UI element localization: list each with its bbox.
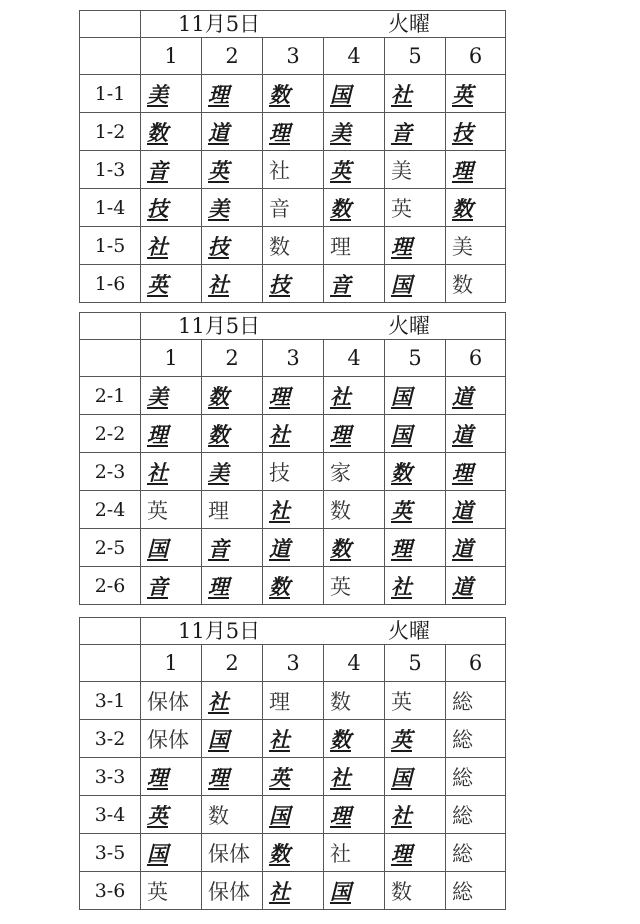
subject-cell — [446, 834, 506, 872]
subject-text: 数 — [269, 840, 290, 866]
subject-text: 社 — [391, 802, 412, 828]
class-label: 1-2 — [80, 113, 141, 151]
subject-cell-changed — [202, 415, 263, 453]
class-row — [80, 796, 506, 834]
subject-text: 英 — [391, 497, 412, 523]
date-label: 11月5日 — [178, 314, 261, 338]
subject-cell-changed — [263, 720, 324, 758]
period-header: 1 — [141, 340, 202, 377]
subject-cell-changed — [141, 189, 202, 227]
subject-text: 英 — [330, 574, 351, 599]
subject-cell-changed — [446, 151, 506, 189]
subject-text: 社 — [208, 688, 229, 714]
timetable-grade-2 — [79, 312, 506, 605]
period-header: 3 — [263, 38, 324, 75]
subject-cell-changed — [141, 75, 202, 113]
subject-cell-changed — [263, 796, 324, 834]
subject-cell-changed — [385, 529, 446, 567]
subject-cell-changed — [141, 227, 202, 265]
subject-cell — [263, 189, 324, 227]
subject-text: 道 — [452, 573, 473, 599]
subject-cell-changed — [324, 720, 385, 758]
subject-text: 英 — [147, 498, 168, 523]
class-row — [80, 529, 506, 567]
table-title — [141, 618, 506, 645]
subject-text: 総 — [452, 689, 473, 714]
subject-text: 社 — [269, 726, 290, 752]
subject-text: 国 — [147, 840, 168, 866]
subject-text: 美 — [452, 234, 473, 259]
subject-text: 国 — [391, 271, 412, 297]
subject-cell-changed — [324, 75, 385, 113]
class-row — [80, 491, 506, 529]
period-header: 5 — [385, 38, 446, 75]
class-row — [80, 415, 506, 453]
class-row — [80, 453, 506, 491]
subject-cell — [324, 453, 385, 491]
subject-cell-changed — [202, 720, 263, 758]
subject-text: 音 — [330, 271, 351, 297]
subject-text: 社 — [147, 233, 168, 259]
period-header: 2 — [202, 38, 263, 75]
subject-cell — [263, 682, 324, 720]
subject-text: 社 — [330, 841, 351, 866]
date-label: 11月5日 — [178, 619, 261, 643]
subject-cell-changed — [446, 453, 506, 491]
subject-text: 技 — [269, 271, 290, 297]
subject-text: 保体 — [208, 841, 250, 866]
subject-cell-changed — [141, 796, 202, 834]
subject-text: 音 — [147, 157, 168, 183]
class-label: 3-4 — [80, 796, 141, 834]
subject-cell — [446, 265, 506, 303]
subject-cell-changed — [202, 227, 263, 265]
subject-cell-changed — [141, 834, 202, 872]
period-header: 1 — [141, 38, 202, 75]
subject-text: 理 — [208, 764, 229, 790]
period-header: 2 — [202, 645, 263, 682]
subject-text: 数 — [208, 421, 229, 447]
class-label: 1-1 — [80, 75, 141, 113]
subject-text: 数 — [330, 195, 351, 221]
period-header: 4 — [324, 645, 385, 682]
subject-text: 社 — [330, 383, 351, 409]
subject-text: 数 — [269, 573, 290, 599]
weekday-label: 火曜 — [388, 619, 430, 643]
subject-cell-changed — [385, 377, 446, 415]
table-title — [141, 11, 506, 38]
subject-text: 社 — [269, 158, 290, 183]
subject-text: 社 — [269, 421, 290, 447]
subject-cell — [324, 834, 385, 872]
class-row — [80, 720, 506, 758]
subject-cell-changed — [446, 415, 506, 453]
subject-cell-changed — [202, 758, 263, 796]
subject-cell — [141, 491, 202, 529]
subject-text: 国 — [330, 81, 351, 107]
subject-text: 国 — [391, 764, 412, 790]
subject-text: 国 — [391, 383, 412, 409]
period-header: 4 — [324, 38, 385, 75]
period-header: 1 — [141, 645, 202, 682]
subject-cell-changed — [446, 529, 506, 567]
subject-cell-changed — [324, 189, 385, 227]
subject-cell — [141, 872, 202, 910]
subject-cell-changed — [141, 265, 202, 303]
subject-text: 美 — [208, 195, 229, 221]
subject-text: 英 — [452, 81, 473, 107]
timetable-grade-1 — [79, 10, 506, 303]
subject-text: 数 — [269, 81, 290, 107]
subject-text: 技 — [208, 233, 229, 259]
subject-text: 理 — [391, 840, 412, 866]
subject-cell — [385, 151, 446, 189]
subject-cell — [446, 872, 506, 910]
subject-cell-changed — [202, 265, 263, 303]
subject-text: 家 — [330, 460, 351, 485]
subject-cell-changed — [202, 151, 263, 189]
subject-text: 理 — [269, 383, 290, 409]
subject-text: 数 — [330, 689, 351, 714]
period-header: 6 — [446, 38, 506, 75]
subject-text: 理 — [452, 459, 473, 485]
subject-cell-changed — [141, 151, 202, 189]
subject-cell-changed — [263, 265, 324, 303]
subject-cell-changed — [385, 265, 446, 303]
subject-cell-changed — [263, 758, 324, 796]
subject-cell-changed — [446, 189, 506, 227]
class-row — [80, 113, 506, 151]
class-row — [80, 834, 506, 872]
subject-cell-changed — [141, 529, 202, 567]
subject-text: 音 — [269, 196, 290, 221]
subject-cell — [324, 227, 385, 265]
class-label: 2-3 — [80, 453, 141, 491]
class-label: 1-6 — [80, 265, 141, 303]
timetable-grade-3 — [79, 617, 506, 910]
subject-text: 道 — [208, 119, 229, 145]
subject-text: 理 — [330, 421, 351, 447]
subject-text: 技 — [269, 460, 290, 485]
subject-cell — [263, 453, 324, 491]
corner-cell — [80, 645, 141, 682]
subject-text: 理 — [452, 157, 473, 183]
subject-cell-changed — [324, 415, 385, 453]
subject-text: 理 — [391, 233, 412, 259]
subject-text: 国 — [208, 726, 229, 752]
subject-text: 社 — [391, 81, 412, 107]
subject-text: 社 — [208, 271, 229, 297]
period-header: 3 — [263, 645, 324, 682]
subject-text: 総 — [452, 803, 473, 828]
subject-cell-changed — [263, 377, 324, 415]
subject-cell-changed — [385, 834, 446, 872]
subject-text: 総 — [452, 727, 473, 752]
class-label: 3-2 — [80, 720, 141, 758]
subject-cell-changed — [202, 113, 263, 151]
class-row — [80, 75, 506, 113]
subject-text: 技 — [147, 195, 168, 221]
subject-text: 音 — [208, 535, 229, 561]
class-label: 3-3 — [80, 758, 141, 796]
subject-text: 英 — [147, 271, 168, 297]
subject-cell — [385, 682, 446, 720]
subject-text: 道 — [452, 383, 473, 409]
date-label: 11月5日 — [178, 12, 261, 36]
subject-cell-changed — [141, 758, 202, 796]
subject-cell-changed — [263, 529, 324, 567]
subject-cell-changed — [202, 377, 263, 415]
subject-cell — [324, 682, 385, 720]
period-header: 5 — [385, 340, 446, 377]
subject-cell-changed — [385, 567, 446, 605]
subject-cell-changed — [324, 796, 385, 834]
class-row — [80, 265, 506, 303]
subject-text: 美 — [330, 119, 351, 145]
subject-text: 英 — [147, 802, 168, 828]
class-row — [80, 227, 506, 265]
subject-cell-changed — [263, 113, 324, 151]
subject-text: 国 — [391, 421, 412, 447]
weekday-label: 火曜 — [388, 314, 430, 338]
subject-cell-changed — [324, 151, 385, 189]
class-label: 2-1 — [80, 377, 141, 415]
subject-cell-changed — [202, 453, 263, 491]
class-label: 1-5 — [80, 227, 141, 265]
subject-cell-changed — [263, 834, 324, 872]
subject-text: 数 — [330, 535, 351, 561]
class-row — [80, 377, 506, 415]
subject-cell-changed — [324, 377, 385, 415]
subject-cell — [141, 682, 202, 720]
subject-cell-changed — [385, 113, 446, 151]
subject-text: 理 — [391, 535, 412, 561]
subject-text: 美 — [147, 81, 168, 107]
subject-cell — [324, 491, 385, 529]
subject-text: 理 — [208, 573, 229, 599]
subject-cell — [263, 151, 324, 189]
subject-cell — [446, 682, 506, 720]
subject-text: 道 — [452, 497, 473, 523]
subject-text: 保体 — [208, 879, 250, 904]
subject-cell-changed — [385, 453, 446, 491]
subject-text: 国 — [269, 802, 290, 828]
subject-cell-changed — [446, 377, 506, 415]
corner-cell — [80, 618, 141, 645]
subject-text: 音 — [391, 119, 412, 145]
subject-cell — [446, 796, 506, 834]
subject-text: 国 — [330, 878, 351, 904]
subject-text: 理 — [208, 81, 229, 107]
subject-cell-changed — [385, 415, 446, 453]
subject-text: 理 — [147, 421, 168, 447]
subject-text: 数 — [452, 195, 473, 221]
subject-text: 理 — [330, 234, 351, 259]
subject-cell-changed — [385, 796, 446, 834]
subject-text: 英 — [391, 689, 412, 714]
class-row — [80, 758, 506, 796]
class-label: 3-1 — [80, 682, 141, 720]
subject-cell-changed — [141, 415, 202, 453]
corner-cell — [80, 313, 141, 340]
subject-text: 英 — [391, 196, 412, 221]
subject-cell-changed — [263, 75, 324, 113]
period-header: 6 — [446, 645, 506, 682]
subject-cell-changed — [263, 872, 324, 910]
subject-text: 英 — [147, 879, 168, 904]
subject-text: 保体 — [147, 727, 189, 752]
subject-text: 道 — [269, 535, 290, 561]
class-row — [80, 682, 506, 720]
class-label: 2-5 — [80, 529, 141, 567]
subject-cell-changed — [202, 75, 263, 113]
subject-text: 数 — [208, 383, 229, 409]
subject-cell-changed — [324, 872, 385, 910]
subject-cell-changed — [385, 491, 446, 529]
period-header: 2 — [202, 340, 263, 377]
subject-cell — [202, 834, 263, 872]
period-header: 5 — [385, 645, 446, 682]
subject-cell — [324, 567, 385, 605]
subject-cell-changed — [202, 567, 263, 605]
subject-text: 総 — [452, 765, 473, 790]
subject-text: 英 — [391, 726, 412, 752]
subject-text: 総 — [452, 879, 473, 904]
period-header: 6 — [446, 340, 506, 377]
class-label: 2-6 — [80, 567, 141, 605]
subject-text: 数 — [269, 234, 290, 259]
subject-cell-changed — [385, 758, 446, 796]
class-row — [80, 567, 506, 605]
subject-cell — [263, 227, 324, 265]
class-row — [80, 872, 506, 910]
subject-cell — [446, 227, 506, 265]
subject-cell-changed — [385, 75, 446, 113]
subject-cell — [385, 189, 446, 227]
subject-cell-changed — [324, 529, 385, 567]
corner-cell — [80, 38, 141, 75]
subject-cell — [385, 872, 446, 910]
class-label: 1-4 — [80, 189, 141, 227]
class-label: 3-5 — [80, 834, 141, 872]
subject-text: 英 — [269, 764, 290, 790]
subject-cell-changed — [385, 227, 446, 265]
subject-cell-changed — [324, 265, 385, 303]
subject-text: 理 — [269, 119, 290, 145]
subject-text: 道 — [452, 421, 473, 447]
subject-cell-changed — [446, 491, 506, 529]
subject-text: 理 — [269, 689, 290, 714]
subject-cell-changed — [446, 567, 506, 605]
class-label: 2-2 — [80, 415, 141, 453]
class-row — [80, 151, 506, 189]
subject-text: 総 — [452, 841, 473, 866]
corner-cell — [80, 340, 141, 377]
subject-text: 理 — [330, 802, 351, 828]
subject-text: 数 — [147, 119, 168, 145]
period-header: 3 — [263, 340, 324, 377]
subject-text: 国 — [147, 535, 168, 561]
class-row — [80, 189, 506, 227]
subject-text: 社 — [269, 497, 290, 523]
subject-cell-changed — [324, 113, 385, 151]
subject-text: 美 — [208, 459, 229, 485]
subject-cell-changed — [141, 567, 202, 605]
subject-text: 数 — [330, 498, 351, 523]
class-label: 2-4 — [80, 491, 141, 529]
subject-cell — [141, 720, 202, 758]
subject-text: 英 — [330, 157, 351, 183]
subject-text: 社 — [269, 878, 290, 904]
subject-cell — [202, 872, 263, 910]
weekday-label: 火曜 — [388, 12, 430, 36]
table-title — [141, 313, 506, 340]
subject-cell-changed — [446, 75, 506, 113]
subject-cell — [446, 720, 506, 758]
subject-cell-changed — [385, 720, 446, 758]
class-label: 3-6 — [80, 872, 141, 910]
subject-text: 理 — [147, 764, 168, 790]
subject-cell-changed — [202, 682, 263, 720]
subject-text: 社 — [330, 764, 351, 790]
period-header: 4 — [324, 340, 385, 377]
subject-cell — [202, 796, 263, 834]
subject-text: 美 — [147, 383, 168, 409]
subject-text: 保体 — [147, 689, 189, 714]
subject-text: 数 — [330, 726, 351, 752]
subject-cell-changed — [263, 415, 324, 453]
subject-text: 数 — [391, 459, 412, 485]
subject-cell — [446, 758, 506, 796]
subject-text: 数 — [452, 272, 473, 297]
subject-text: 技 — [452, 119, 473, 145]
class-label: 1-3 — [80, 151, 141, 189]
subject-text: 社 — [147, 459, 168, 485]
subject-text: 数 — [391, 879, 412, 904]
subject-text: 道 — [452, 535, 473, 561]
subject-cell-changed — [324, 758, 385, 796]
subject-text: 音 — [147, 573, 168, 599]
subject-cell-changed — [141, 113, 202, 151]
subject-text: 理 — [208, 498, 229, 523]
subject-text: 英 — [208, 157, 229, 183]
subject-cell-changed — [141, 453, 202, 491]
subject-cell-changed — [446, 113, 506, 151]
subject-cell-changed — [202, 189, 263, 227]
corner-cell — [80, 11, 141, 38]
subject-text: 社 — [391, 573, 412, 599]
subject-text: 美 — [391, 158, 412, 183]
subject-text: 数 — [208, 803, 229, 828]
subject-cell — [202, 491, 263, 529]
subject-cell-changed — [263, 567, 324, 605]
subject-cell-changed — [141, 377, 202, 415]
subject-cell-changed — [263, 491, 324, 529]
subject-cell-changed — [202, 529, 263, 567]
